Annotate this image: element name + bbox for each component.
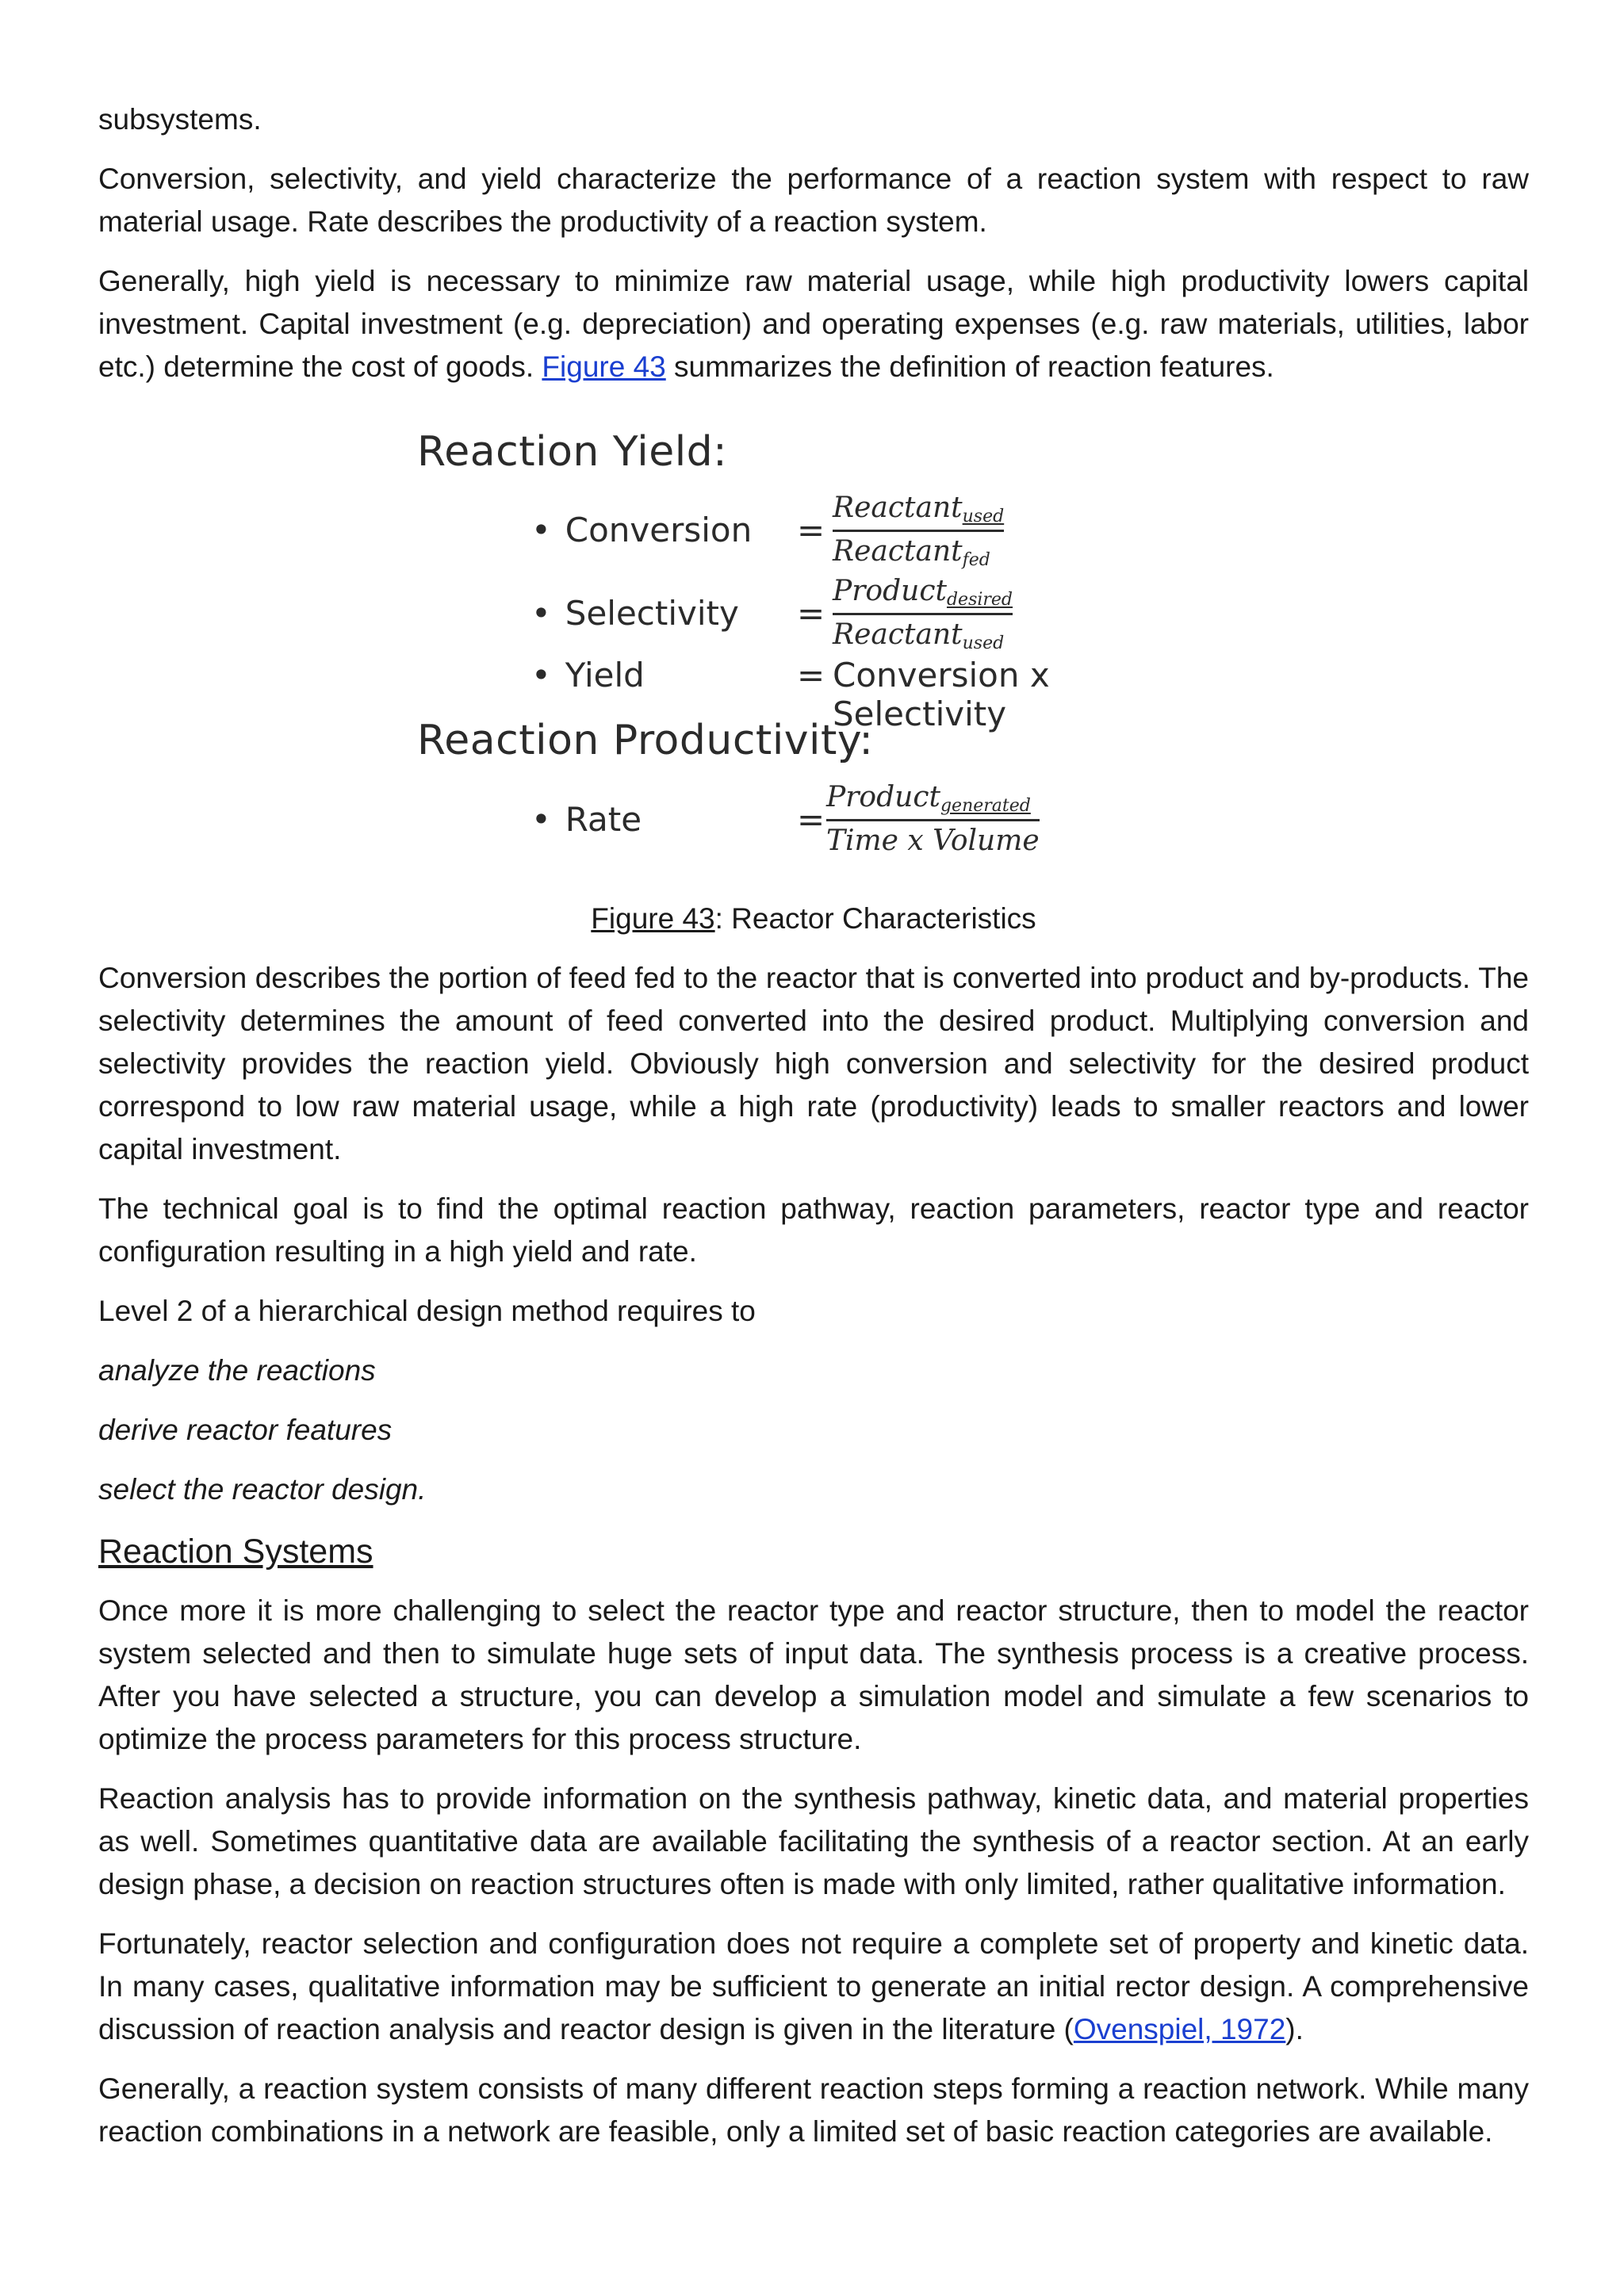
rate-fraction [826,781,1040,857]
list-item-analyze: analyze the reactions [98,1354,376,1387]
paragraph-reactor-selection [98,1923,1529,2051]
numerator-subscript: generated [940,796,1031,816]
bullet-icon: • [531,656,551,695]
text-top [98,98,1529,405]
paragraph-yield-productivity [98,260,1529,388]
numerator-text: Product [826,781,940,813]
bullet-icon: • [531,511,551,549]
paragraph-conversion-description: Conversion describes the portion of feed fed to the reactor that is converted into product and by-products. The selectivity determines the amount of feed converted into the desired product. Multiplying conversion and selectivity provides the reaction yield. Obviously high conversion and selectivity for the desired product correspond to low raw material usage, while a high rate (productivity) leads to smaller reactors and lower capital investment. [98,962,1529,1165]
caption-figure-ref[interactable]: Figure 43 [591,902,715,935]
fraction-denominator [833,535,1004,570]
fraction-numerator [826,781,1040,816]
fraction-bar [833,613,1013,615]
paragraph-technical-goal: The technical goal is to find the optimal reaction pathway, reaction parameters, reactor type and reactor configuration resulting in a high yield and rate. [98,1192,1529,1268]
paragraph-conversion-intro: Conversion, selectivity, and yield characterize the performance of a reaction system with respect to raw material usage. Rate describes the productivity of a reaction system. [98,163,1529,238]
denominator-text: Reactant [833,618,963,651]
conversion-row [412,492,1221,571]
rate-label [531,800,642,839]
paragraph-reaction-network: Generally, a reaction system consists of many different reaction steps forming a reaction network. While many reaction combinations in a network are feasible, only a limited set of basic reaction categories are available. [98,2072,1529,2148]
paragraph-text: ). [1285,2013,1304,2045]
fraction-denominator [833,618,1013,653]
ovenspiel-citation-link[interactable]: Ovenspiel, 1972 [1073,2013,1286,2045]
rate-row [412,781,1221,860]
paragraph-level-2: Level 2 of a hierarchical design method requires to [98,1295,756,1327]
fraction-bar [826,819,1040,821]
section-heading-reaction-systems: Reaction Systems [98,1533,373,1571]
yield-label [531,656,645,695]
paragraph-text: Generally, high yield is necessary to minimize raw material usage, while high productivity lowers capital investment. Capital investment (e.g. depreciation) and operating expenses (e.g. raw materials, utilities, labor etc.) determine the cost of goods. [98,265,1529,383]
paragraph-text: summarizes the definition of reaction features. [665,350,1274,383]
paragraph-text: Fortunately, reactor selection and configuration does not require a complete set of property and kinetic data. In many cases, qualitative information may be sufficient to generate an initial rector design. A comprehensive discussion of reaction analysis and reactor design is given in the literature ( [98,1927,1529,2045]
paragraph-synthesis: Once more it is more challenging to select the reactor type and reactor structure, then to model the reactor system selected and then to simulate huge sets of input data. The synthesis process is a creative process. After you have selected a structure, you can develop a simulation model and simulate a few scenarios to optimize the process parameters for this process structure. [98,1594,1529,1755]
numerator-text: Product [833,575,947,607]
bullet-label-text: Selectivity [565,594,739,633]
denominator-subscript: fed [962,550,990,570]
bullet-label-text: Conversion [565,511,753,549]
denominator-text: Reactant [833,535,963,568]
numerator-subscript: desired [946,590,1013,610]
conversion-fraction [833,492,1004,570]
figure-caption [98,897,1529,940]
numerator-subscript: used [962,507,1005,526]
fraction-numerator [833,575,1013,610]
bullet-label-text: Yield [565,656,645,695]
conversion-label [531,511,752,549]
figure-heading-productivity: Reaction Productivity: [417,717,874,764]
equals-sign: = [797,511,825,549]
caption-text: : Reactor Characteristics [714,902,1036,935]
fraction-numerator [833,492,1004,526]
selectivity-row [412,575,1221,654]
figure-heading-yield: Reaction Yield: [417,428,728,476]
fraction-denominator: Time x Volume [826,825,1040,857]
fraction-bar [833,530,1004,532]
bullet-label-text: Rate [565,800,642,839]
list-item-select: select the reactor design. [98,1473,427,1506]
reactor-characteristics-figure [412,412,1221,864]
paragraph-reaction-analysis: Reaction analysis has to provide information on the synthesis pathway, kinetic data, and material properties as well. Sometimes quantitative data are available facilitating the synthesis of a reactor section. At an early design phase, a decision on reaction structures often is made with only limited, rather qualitative information. [98,1782,1529,1900]
denominator-subscript: used [962,633,1005,653]
equals-sign: = [797,656,825,695]
numerator-text: Reactant [833,492,963,524]
selectivity-fraction [833,575,1013,653]
equals-sign: = [797,594,825,633]
yield-expression: Conversion x Selectivity [833,656,1050,733]
bullet-icon: • [531,594,551,633]
list-item-derive: derive reactor features [98,1414,393,1446]
bullet-icon: • [531,800,551,839]
equals-sign: = [797,800,825,839]
paragraph-subsystems: subsystems. [98,103,262,136]
selectivity-label [531,594,739,633]
text-body [98,897,1529,2170]
figure-43-link[interactable]: Figure 43 [542,350,666,383]
